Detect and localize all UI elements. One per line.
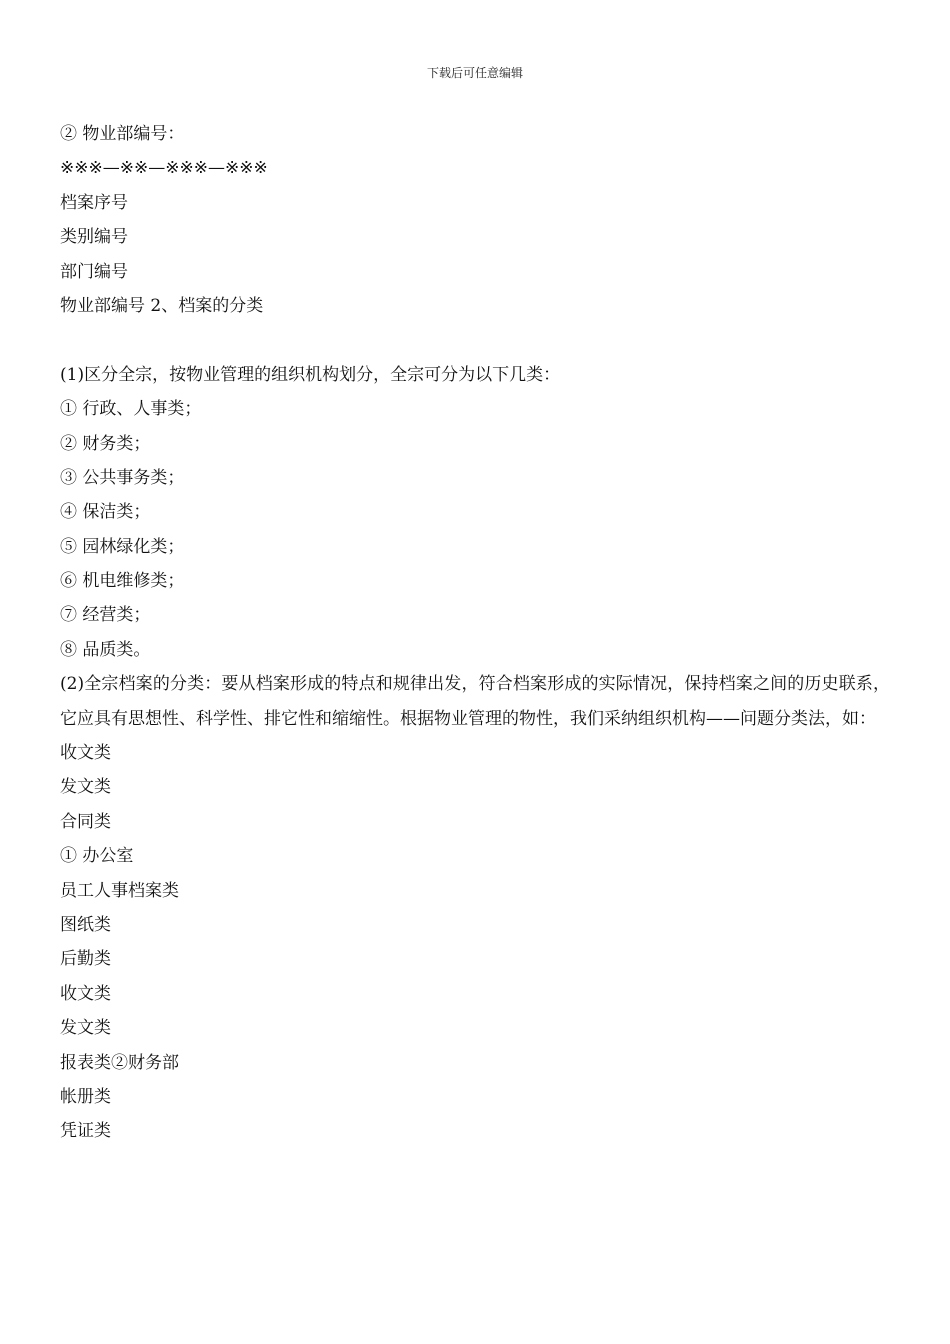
text-line: 图纸类 bbox=[60, 915, 111, 936]
text-line: 帐册类 bbox=[60, 1086, 111, 1107]
list-item: ⑤ 园林绿化类； bbox=[60, 536, 185, 557]
text-line: ※※※—※※—※※※—※※※ bbox=[60, 158, 268, 179]
text-line: 员工人事档案类 bbox=[60, 880, 179, 901]
text-line: 收文类 bbox=[60, 983, 111, 1004]
document-body bbox=[60, 117, 890, 1149]
list-item: ⑥ 机电维修类； bbox=[60, 571, 185, 592]
text-line: 凭证类 bbox=[60, 1121, 111, 1142]
text-line: 物业部编号 2、档案的分类 bbox=[60, 295, 264, 316]
text-line: 类别编号 bbox=[60, 227, 128, 248]
text-line: 后勤类 bbox=[60, 949, 111, 970]
text-line: 部门编号 bbox=[60, 261, 128, 282]
list-item: ① 行政、人事类； bbox=[60, 399, 202, 420]
text-line: (1)区分全宗，按物业管理的组织机构划分，全宗可分为以下几类： bbox=[60, 364, 561, 385]
text-line: ① 办公室 bbox=[60, 846, 134, 867]
list-item: ② 财务类； bbox=[60, 433, 151, 454]
list-item: ④ 保洁类； bbox=[60, 502, 151, 523]
list-item: ③ 公共事务类； bbox=[60, 467, 185, 488]
text-line: 发文类 bbox=[60, 1018, 111, 1039]
page-header: 下载后可任意编辑 bbox=[426, 66, 523, 80]
list-item: ⑧ 品质类。 bbox=[60, 639, 151, 660]
text-line: 报表类②财务部 bbox=[60, 1052, 179, 1073]
text-line: 发文类 bbox=[60, 777, 111, 798]
text-line: 档案序号 bbox=[60, 192, 128, 213]
text-line: ② 物业部编号： bbox=[60, 124, 185, 144]
paragraph: (2)全宗档案的分类：要从档案形成的特点和规律出发，符合档案形成的实际情况，保持档案之间的历史联系，它应具有思想性、科学性、排它性和缩缩性。根据物业管理的物性，我们采纳组织机构——问题分类法，如： bbox=[60, 674, 890, 729]
text-line: 收文类 bbox=[60, 743, 111, 764]
text-line: 合同类 bbox=[60, 811, 111, 832]
list-item: ⑦ 经营类； bbox=[60, 605, 151, 626]
blank-line bbox=[60, 323, 890, 357]
